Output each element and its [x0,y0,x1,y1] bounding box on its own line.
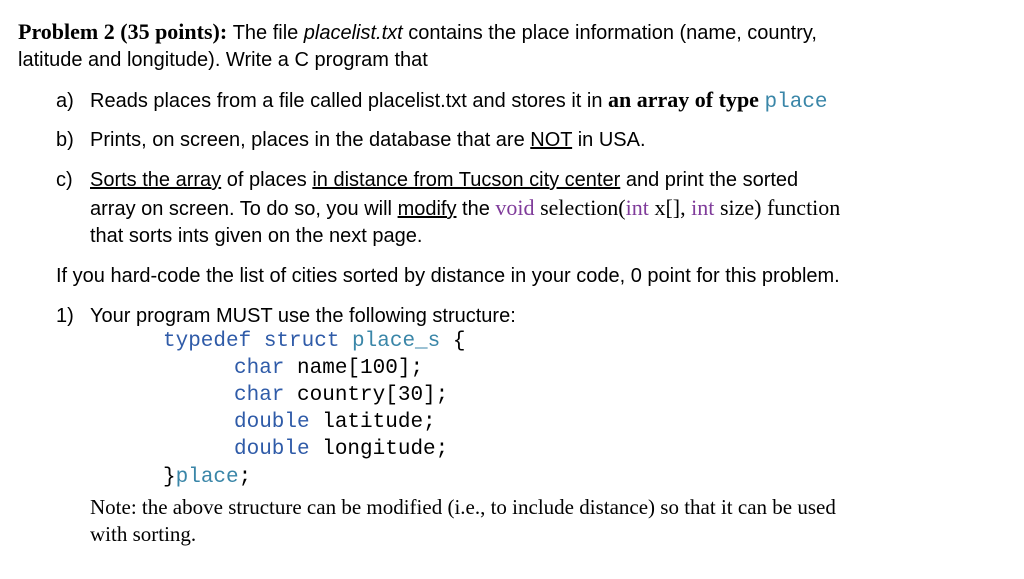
item-1-text: Your program MUST use the following structure: [90,305,516,327]
item-c-line-3: that sorts ints given on the next page. [90,225,423,247]
item-c-int-1: int [625,195,649,220]
intro-text-b: contains the place information (name, country, [408,22,817,44]
code-line-1 [163,328,465,356]
code-char-kw-1: char [234,357,285,380]
item-c-line-1 [56,166,798,194]
code-longitude-field: longitude; [309,438,449,461]
item-a-code: place [764,91,828,114]
filename: placelist.txt [303,22,403,44]
problem-label: Problem 2 (35 points): [18,19,228,44]
item-1 [56,302,516,330]
note-line-2: with sorting. [90,522,197,546]
item-c-text-b: and print the sorted [625,169,799,191]
code-typedef-name: place [175,466,239,489]
code-typedef-struct: typedef struct [163,330,340,353]
item-b-text-b: in USA. [577,129,646,151]
code-latitude-field: latitude; [309,411,436,434]
item-c-underline-b: in distance from Tucson city center [312,169,621,191]
item-c-line2-underline: modify [397,198,457,220]
intro-text-a: The file [232,22,299,44]
item-c-void: void [495,195,535,220]
code-country-field: country[30]; [284,384,449,407]
item-c-int-2: int [691,195,715,220]
intro-line-2: latitude and longitude). Write a C program that [18,49,428,71]
item-c-line2-e: size) function [719,195,841,220]
code-close-brace: } [163,466,176,489]
code-line-4 [234,409,436,437]
problem-heading [18,18,817,47]
item-1-marker: 1) [56,305,74,327]
item-b [56,126,646,154]
code-semicolon: ; [238,466,252,489]
hard-code-warning: If you hard-code the list of cities sorted by distance in your code, 0 point for this problem. [56,265,840,287]
code-double-kw-1: double [234,411,310,434]
code-line-6 [163,464,251,492]
code-open-brace: { [440,330,466,353]
item-c-line2-a: array on screen. To do so, you will [90,198,393,220]
code-line-3 [234,382,448,410]
item-a-marker: a) [56,90,74,112]
item-b-underlined: NOT [530,129,573,151]
code-line-5 [234,436,448,464]
code-char-kw-2: char [234,384,285,407]
item-c-line2-c: selection( [540,195,626,220]
code-line-2 [234,355,423,383]
item-c-underline-a: Sorts the array [90,169,222,191]
item-a-text: Reads places from a file called placelist.txt and stores it in [90,90,603,112]
item-c-line2-b: the [462,198,490,220]
item-c-marker: c) [56,169,73,191]
item-c-line2-d: x[], [654,195,686,220]
code-struct-name: place_s [352,330,441,353]
code-double-kw-2: double [234,438,310,461]
item-c-text-a: of places [226,169,307,191]
item-b-marker: b) [56,129,74,151]
item-b-text-a: Prints, on screen, places in the database that are [90,129,525,151]
item-a [56,86,828,117]
note-line-1: Note: the above structure can be modified (i.e., to include distance) so that it can be used [90,495,836,519]
code-name-field: name[100]; [284,357,424,380]
item-c-line-2 [90,194,840,223]
item-a-bold: an array of type [608,87,759,112]
